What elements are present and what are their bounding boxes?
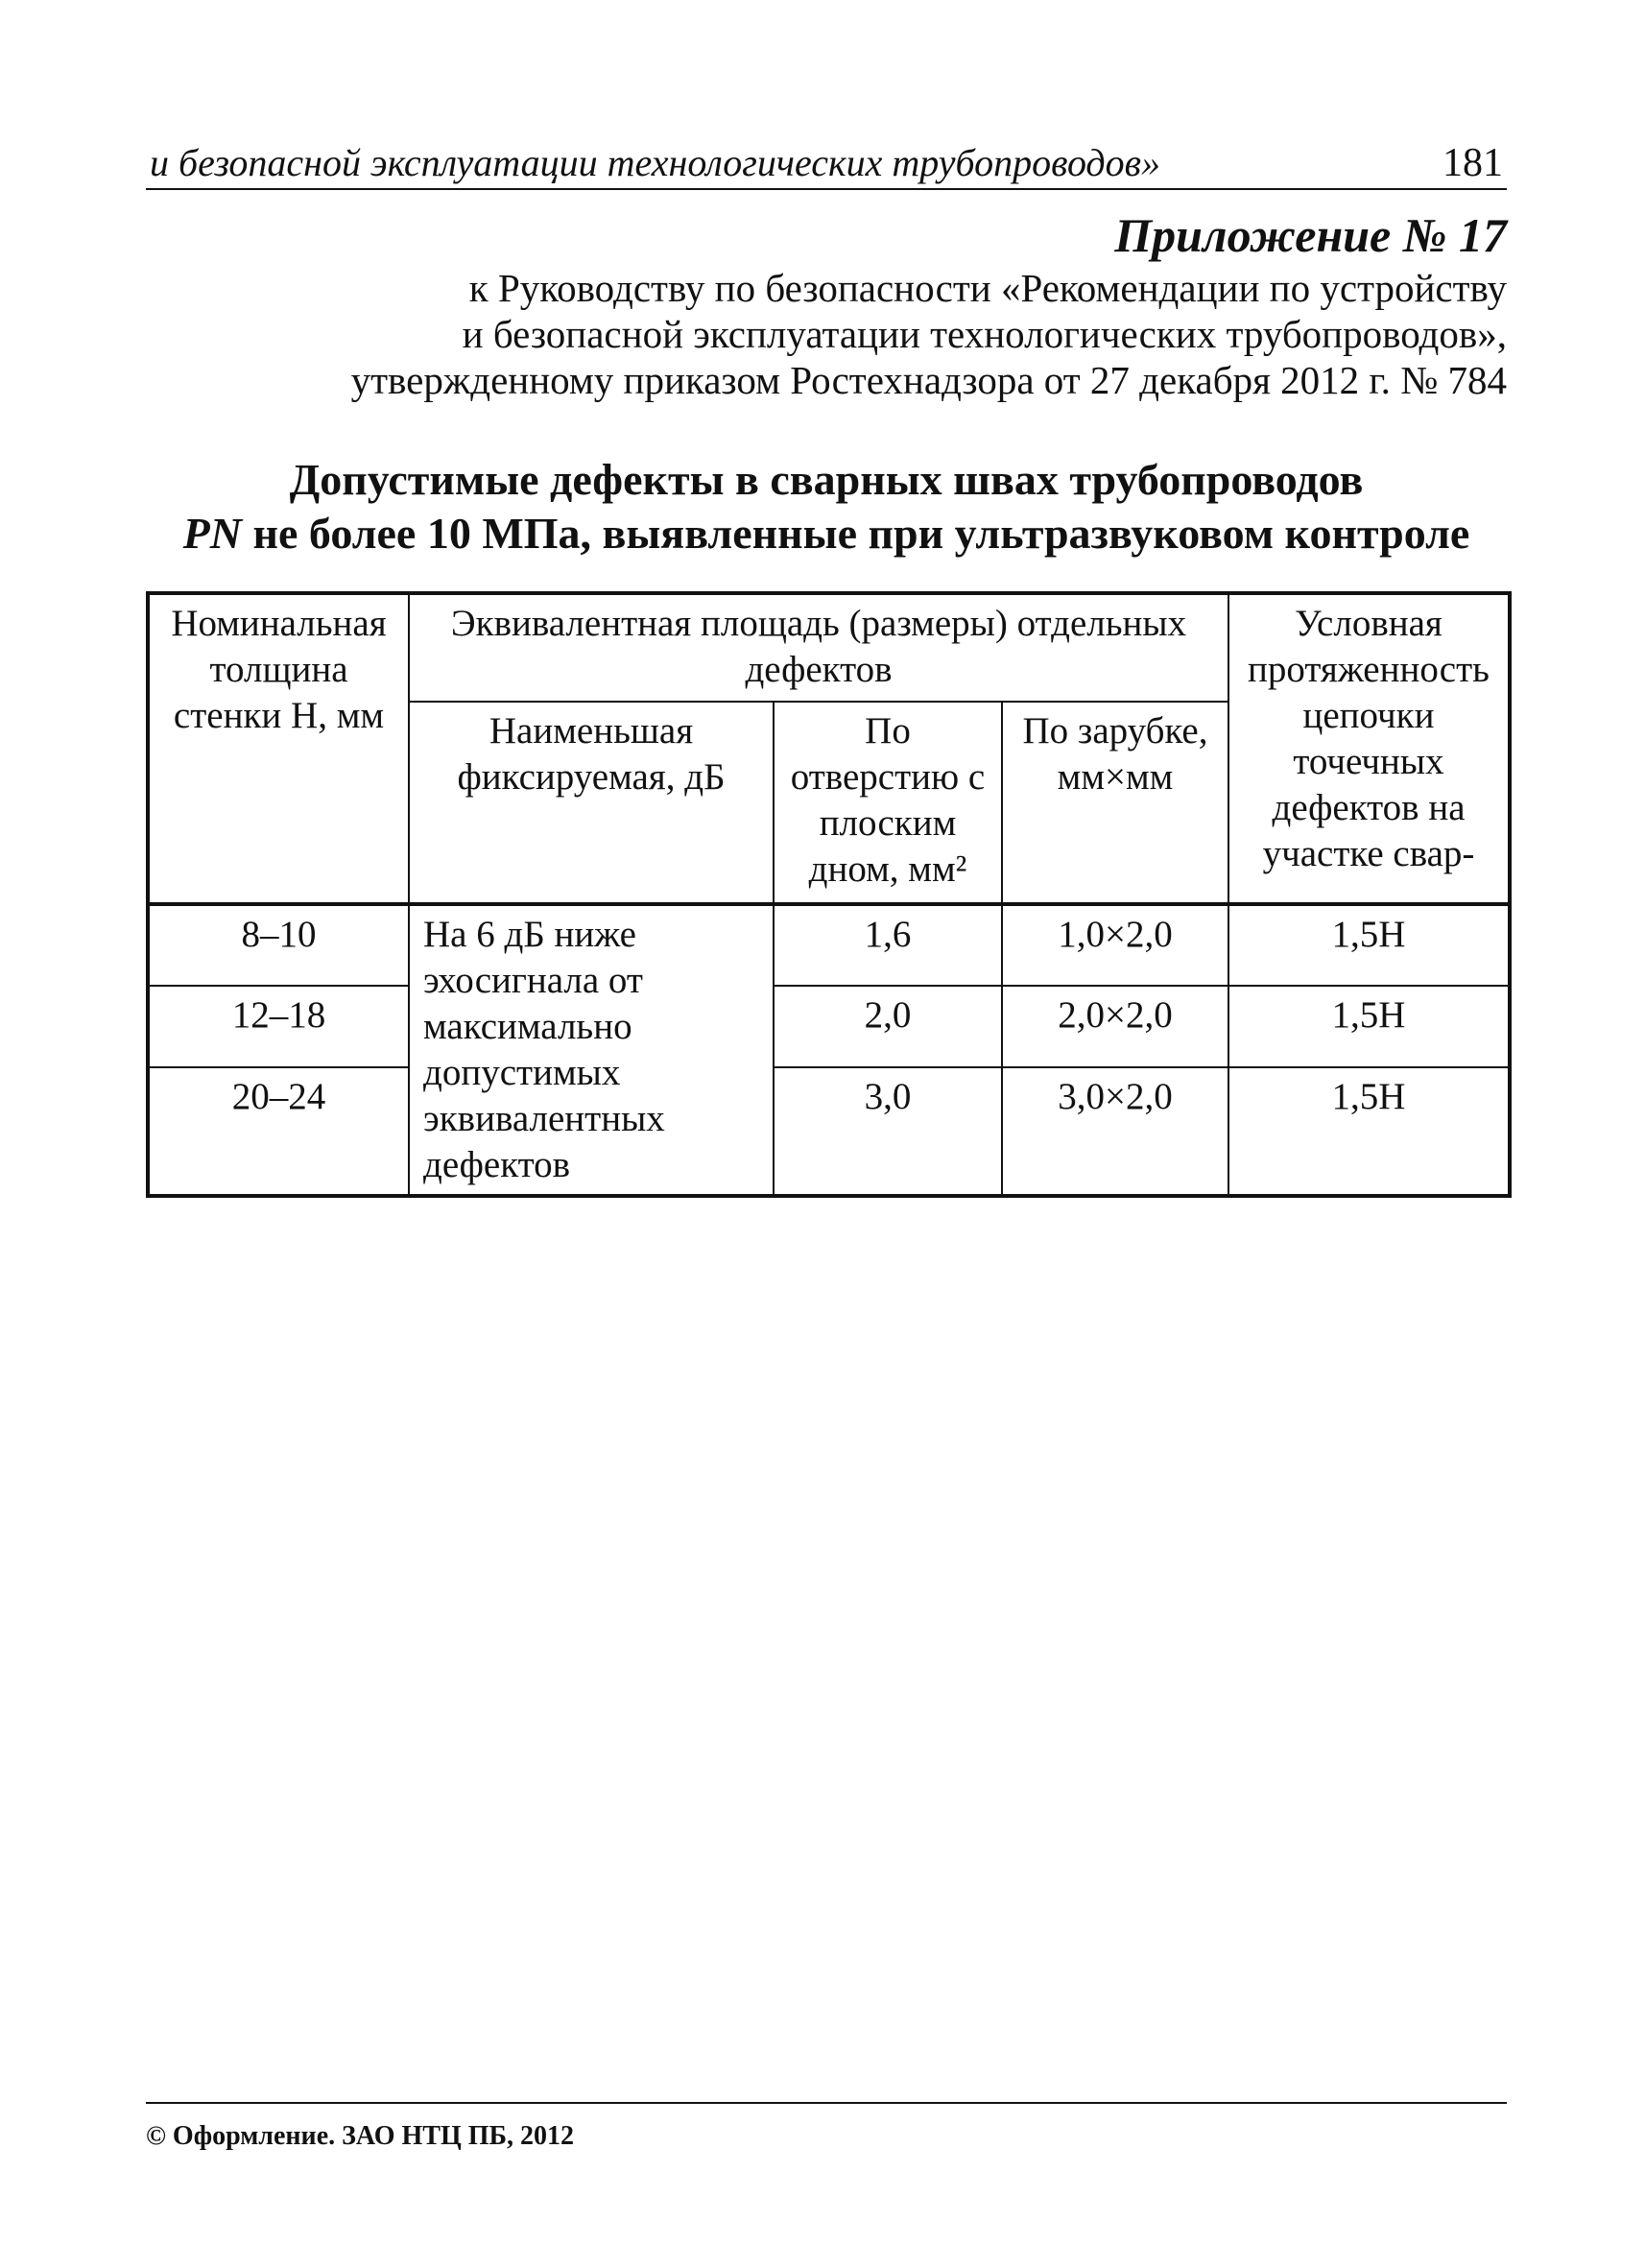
reference-line: и безопасной эксплуатации технологических трубопроводов», bbox=[462, 312, 1507, 356]
cell-notch: 3,0×2,0 bbox=[1002, 1067, 1228, 1196]
footer-rule bbox=[146, 2102, 1507, 2104]
defects-table bbox=[146, 591, 1512, 1198]
cell-chain: 1,5H bbox=[1228, 986, 1510, 1066]
reference-line: утвержденному приказом Ростехнадзора от 27 декабря 2012 г. № 784 bbox=[350, 358, 1507, 402]
cell-thickness: 20–24 bbox=[148, 1067, 409, 1196]
table-row bbox=[148, 1067, 1510, 1196]
table-row bbox=[148, 904, 1510, 986]
cell-notch: 2,0×2,0 bbox=[1002, 986, 1228, 1066]
cell-chain: 1,5H bbox=[1228, 1067, 1510, 1196]
header-min-fixed: Наименьшая фиксируемая, дБ bbox=[409, 702, 774, 904]
appendix-label: Приложение № 17 bbox=[1114, 208, 1507, 262]
title-line-1: Допустимые дефекты в сварных швах трубопроводов bbox=[289, 455, 1364, 504]
cell-flat-hole: 1,6 bbox=[774, 904, 1002, 986]
document-title bbox=[146, 453, 1507, 561]
header-chain-length: Условная протяженность цепочки точечных дефектов на участке свар- bbox=[1228, 593, 1510, 904]
running-head-title: и безопасной эксплуатации технологических трубопроводов» bbox=[150, 141, 1161, 184]
cell-chain: 1,5H bbox=[1228, 904, 1510, 986]
header-flat-hole: По отверстию с плоским дном, мм² bbox=[774, 702, 1002, 904]
cell-thickness: 12–18 bbox=[148, 986, 409, 1066]
cell-min-fixed: На 6 дБ ниже эхосигнала от максимально допустимых эквивалентных дефектов bbox=[409, 904, 774, 1196]
header-notch: По зарубке, мм×мм bbox=[1002, 702, 1228, 904]
title-line-2 bbox=[146, 507, 1507, 561]
table-row bbox=[148, 986, 1510, 1066]
cell-flat-hole: 2,0 bbox=[774, 986, 1002, 1066]
appendix-reference bbox=[259, 265, 1507, 403]
header-equivalent-area: Эквивалентная площадь (размеры) отдельных дефектов bbox=[409, 593, 1228, 702]
footer-copyright: © Оформление. ЗАО НТЦ ПБ, 2012 bbox=[146, 2121, 575, 2151]
page-number: 181 bbox=[1442, 141, 1503, 185]
reference-line: к Руководству по безопасности «Рекомендации по устройству bbox=[468, 266, 1507, 310]
cell-notch: 1,0×2,0 bbox=[1002, 904, 1228, 986]
cell-thickness: 8–10 bbox=[148, 904, 409, 986]
title-pn: PN bbox=[182, 509, 242, 558]
title-line-2-text: не более 10 МПа, выявленные при ультразвуковом контроле bbox=[242, 509, 1470, 558]
cell-flat-hole: 3,0 bbox=[774, 1067, 1002, 1196]
running-head bbox=[146, 134, 1507, 190]
header-thickness: Номинальная толщина стенки H, мм bbox=[148, 593, 409, 904]
